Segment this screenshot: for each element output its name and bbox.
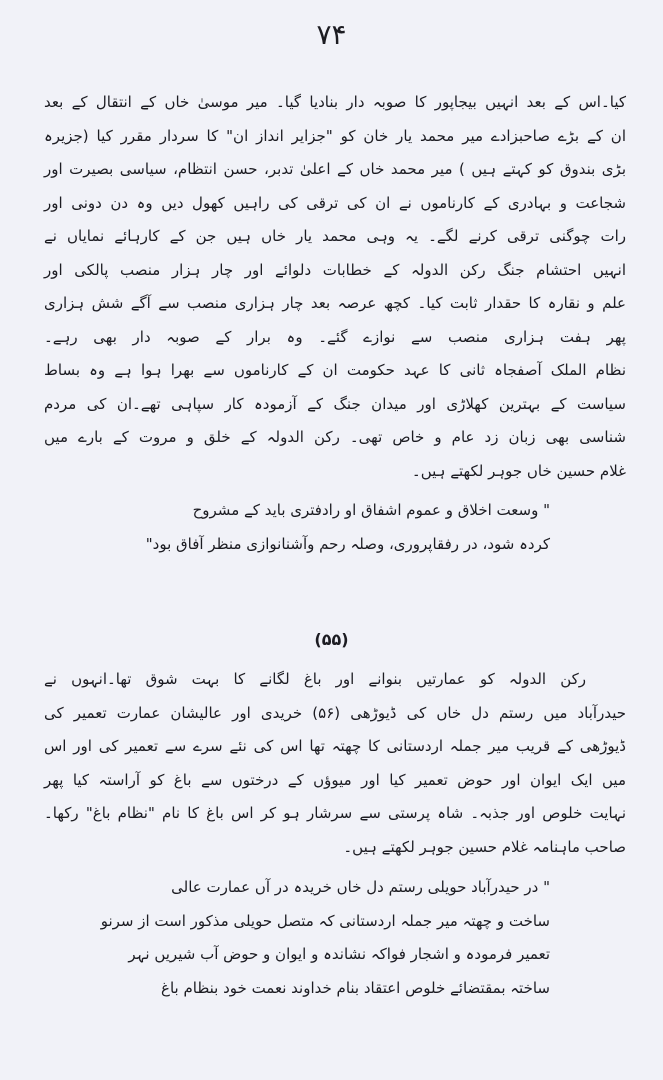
- text-line: انہیں احتشام جنگ رکن الدولہ کے خطابات دلوائے اور چار ہزار منصب پالکی اور: [44, 260, 626, 279]
- paragraph-2: [44, 663, 626, 864]
- quote-line: ساختہ بمقتضائے خلوص اعتقاد بنام خداوند نعمت خود بنظام باغ: [161, 978, 550, 997]
- quote-line: ساخت و چھتہ میر جملہ اردستانی کہ متصل حویلی مذکور است از سرنو: [100, 911, 550, 930]
- text-line: ڈیوڑھی کے قریب میر جملہ اردستانی کا چھتہ تھا اس کی نئے سرے سے تعمیر کی اور اس: [44, 737, 626, 755]
- text-line: بڑی بندوق کو کہتے ہیں ) میر محمد خاں کے اعلیٰ تدبر، حسن انتظام، سیاسی بصیرت اور: [44, 160, 626, 178]
- text-line: نظام الملک آصفجاہ ثانی کا عہد حکومت ان کے کارناموں سے بھرا ہوا ہے وہ بساط: [44, 361, 626, 379]
- text-line: پھر ہفت ہزاری منصب سے نوازے گئے۔ وہ برار کے صوبہ دار بھی رہے۔: [44, 327, 626, 346]
- text-line: صاحب ماہنامہ غلام حسین جوہر لکھتے ہیں۔: [343, 837, 626, 856]
- text-line: رات چوگنی ترقی کرنے لگے۔ یہ وہی محمد یار خاں ہیں جن کے کارہائے نمایاں نے: [44, 227, 626, 245]
- quote-2: [80, 871, 550, 1005]
- quote-line: " در حیدرآباد حویلی رستم دل خاں خریدہ در آں عمارت عالی: [171, 878, 550, 896]
- text-line: نہایت خلوص اور جذبہ۔ شاہ پرستی سے سرشار ہو کر اس باغ کا نام "نظام باغ" رکھا۔: [44, 804, 626, 822]
- quote-1: [80, 494, 550, 561]
- page-number: ۷۴: [316, 18, 347, 51]
- text-line: شجاعت و بہادری کے کارناموں نے ان کی ترقی کی راہیں کھول دیں وہ دن دونی اور: [44, 193, 626, 212]
- text-line: غلام حسین خاں جوہر لکھتے ہیں۔: [411, 461, 626, 480]
- text-line: ان کے بڑے صاحبزادے میر محمد یار خان کو "جزایر انداز ان" کا سردار مقرر کیا (جزیرہ: [44, 126, 626, 145]
- text-line: کیا۔اس کے بعد انہیں بیجاپور کا صوبہ دار بنادیا گیا۔ میر موسیٰ خاں کے انتقال کے بعد: [44, 93, 626, 111]
- text-line: میں ایک ایوان اور حوض تعمیر کیا اور میوؤں کے درختوں سے باغ کو آراستہ کیا پھر: [44, 770, 626, 789]
- text-line: حیدرآباد میں رستم دل خاں کی ڈیوڑھی (۵۶) خریدی اور عالیشان عمارت تعمیر کی: [44, 703, 626, 722]
- paragraph-1: [44, 86, 626, 488]
- text-line: رکن الدولہ کو عمارتیں بنوانے اور باغ لگانے کا بہت شوق تھا۔انہوں نے: [44, 670, 586, 688]
- text-line: سیاست کے بہترین کھلاڑی اور میدان جنگ کے آزمودہ کار سپاہی تھے۔ان کی مردم: [44, 394, 626, 413]
- quote-line: کردہ شود، در رفقاپروری، وصلہ رحم وآشنانوازی منظر آفاق بود": [145, 534, 550, 553]
- footnote-reference: (۵۵): [314, 630, 349, 649]
- quote-line: تعمیر فرمودہ و اشجار فواکہ نشاندہ و ایوان و حوض آب شیریں نہر: [128, 945, 550, 963]
- text-line: شناسی بھی زبان زد عام و خاص تھی۔ رکن الدولہ کے خلق و مروت کے بارے میں: [44, 428, 626, 446]
- text-line: علم و نقارہ کا حقدار ثابت کیا۔ کچھ عرصہ بعد چار ہزاری منصب سے آگے شش ہزاری: [44, 294, 626, 312]
- quote-line: " وسعت اخلاق و عموم اشفاق او رادفتری باید کے مشروح: [192, 501, 550, 519]
